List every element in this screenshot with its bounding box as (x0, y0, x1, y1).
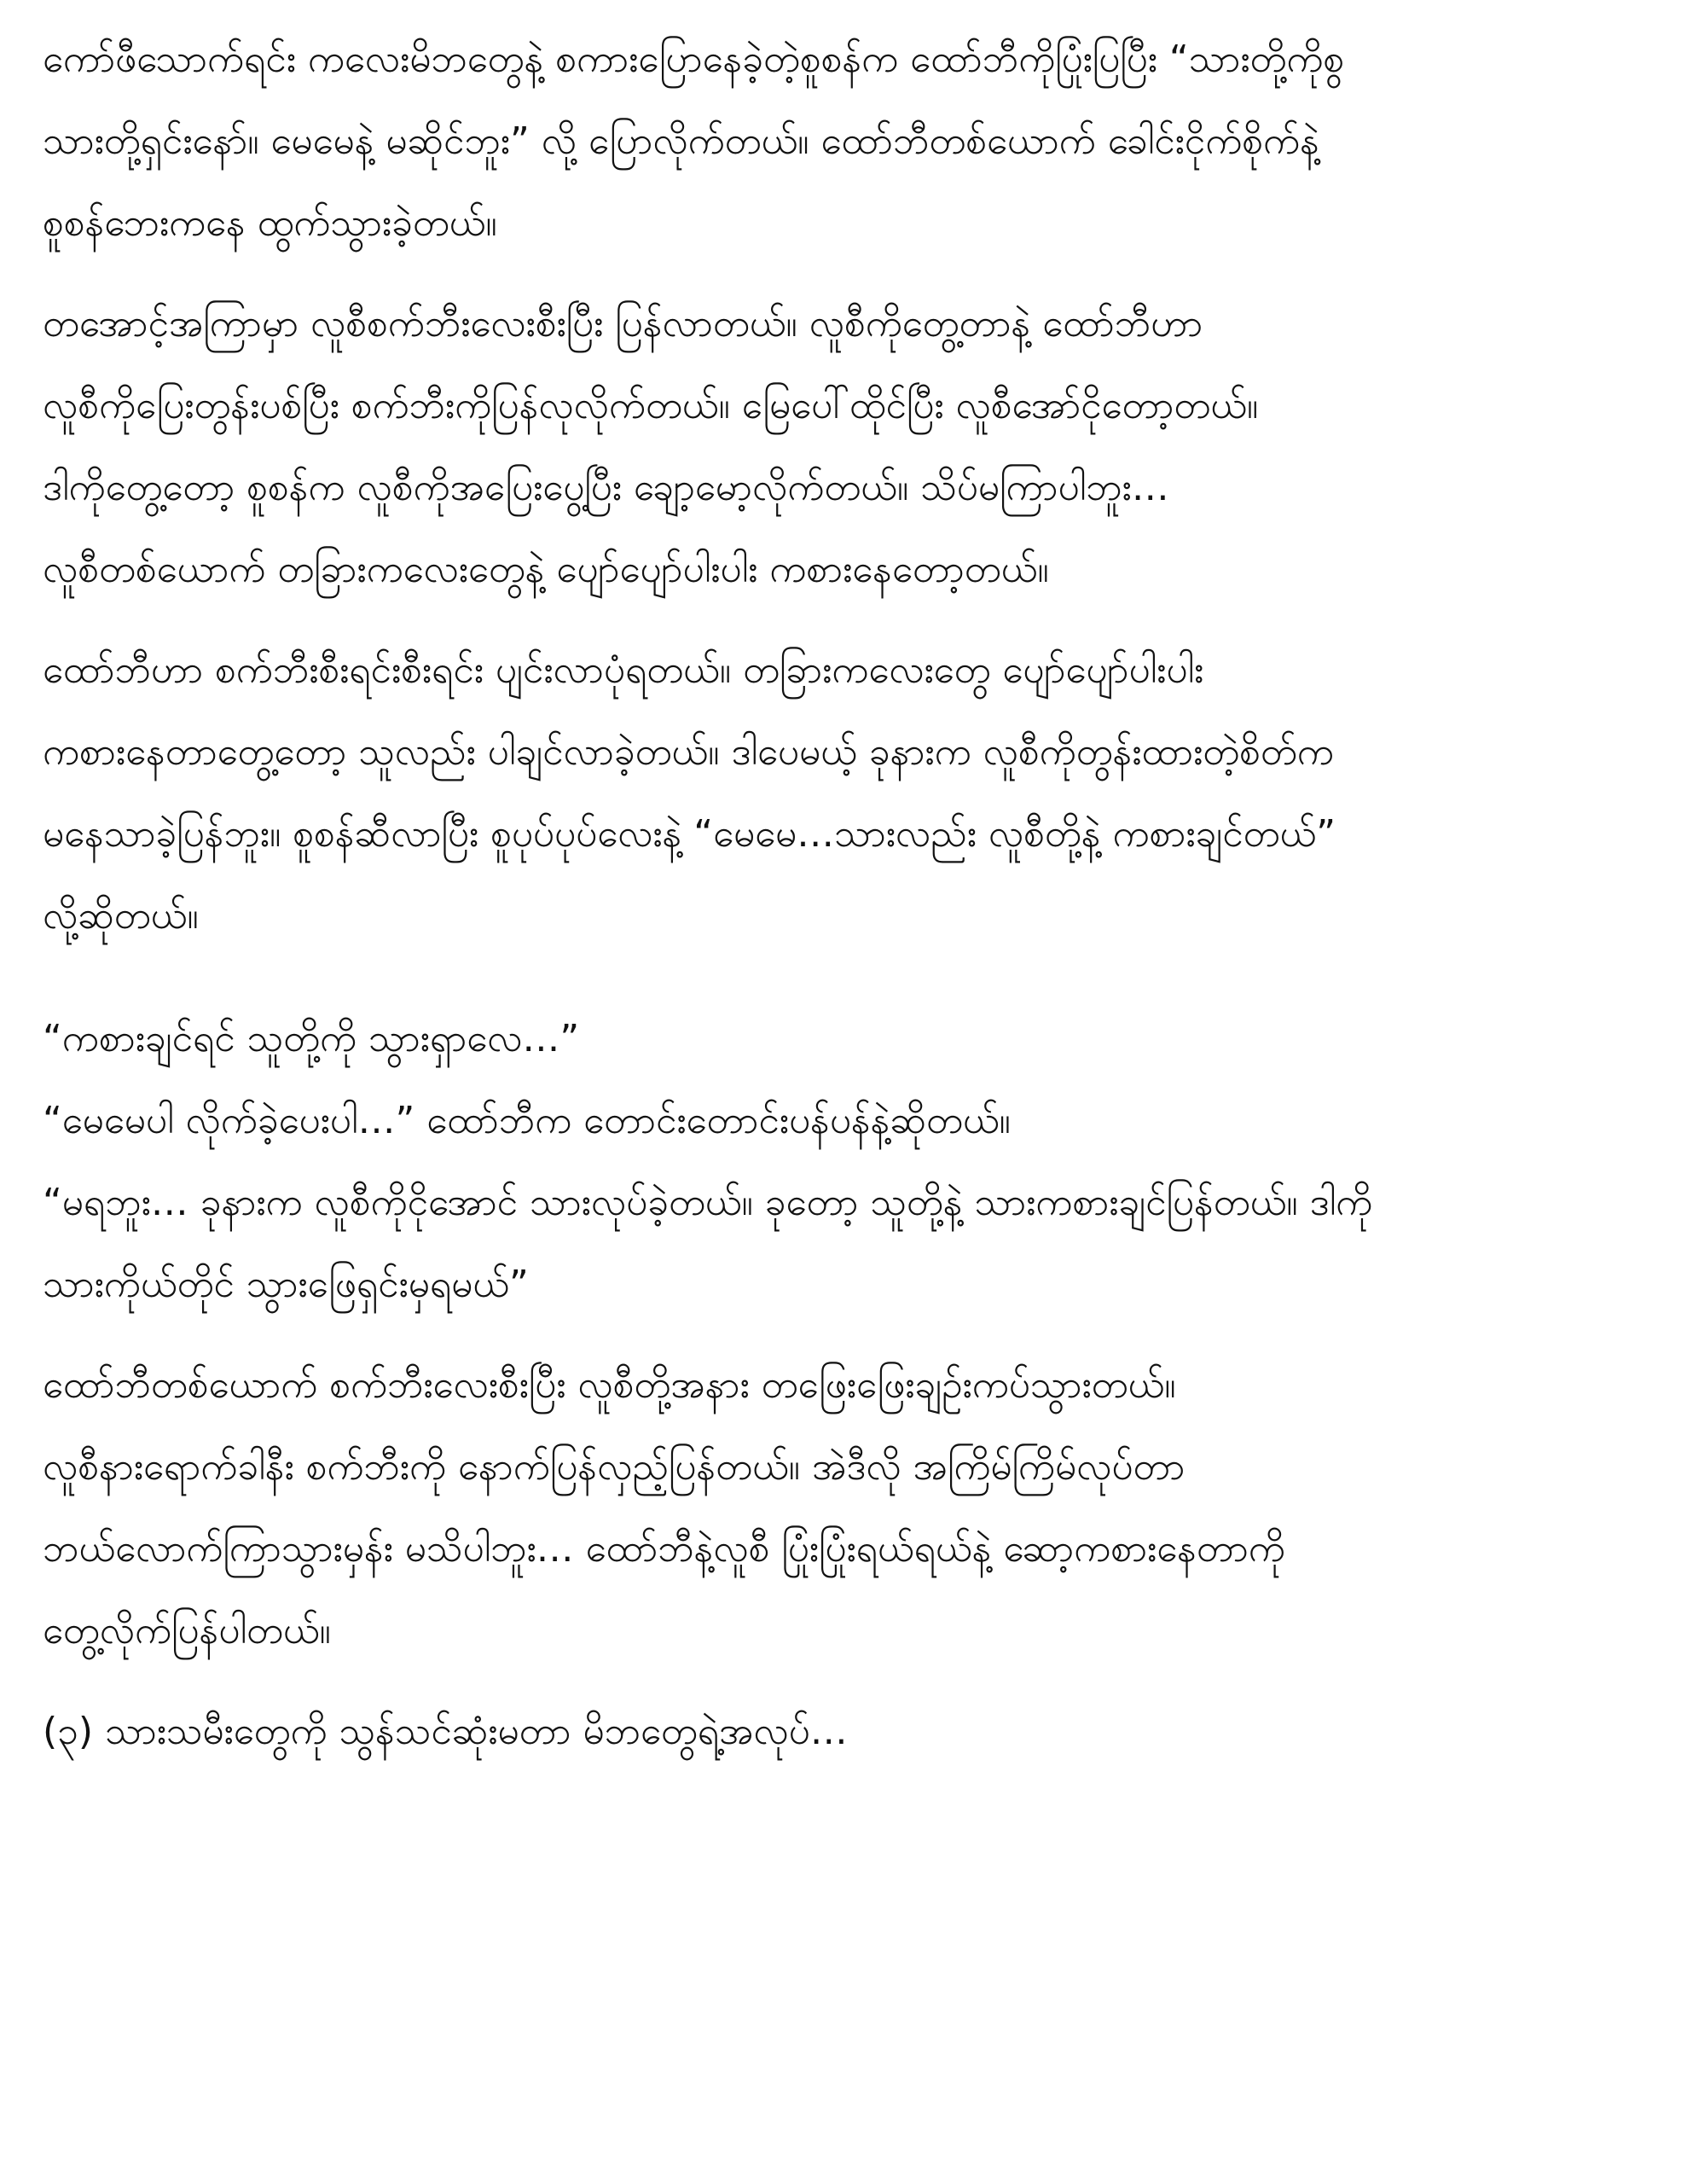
paragraph-gap (43, 264, 1646, 283)
paragraph-2 (43, 283, 1646, 611)
paragraph-line: လူစီတစ်ယောက် တခြားကလေးတွေနဲ့ ပျော်ပျော်ပါးပါး ကစားနေတော့တယ်။ (43, 548, 1049, 591)
paragraph-gap (43, 611, 1646, 630)
paragraph-line: တွေ့လိုက်ပြန်ပါတယ်။ (43, 1609, 331, 1653)
paragraph-line: ဘယ်လောက်ကြာသွားမှန်း မသိပါဘူး… ထော်ဘီနဲ့လူစီ ပြုံးပြုံးရယ်ရယ်နဲ့ ဆော့ကစားနေတာကို (43, 1527, 1285, 1571)
paragraph-gap (43, 957, 1646, 998)
dialogue-block (43, 998, 1646, 1326)
paragraph-line: ကစားနေတာတွေ့တော့ သူလည်း ပါချင်လာခဲ့တယ်။ ဒါပေမယ့် ခုနားက လူစီကိုတွန်းထားတဲ့စိတ်က (43, 730, 1334, 774)
paragraph-line: တအောင့်အကြာမှာ လူစီစက်ဘီးလေးစီးပြီး ပြန်လာတယ်။ လူစီကိုတွေ့တာနဲ့ ထော်ဘီဟာ (43, 302, 1203, 346)
dialogue-line: “မေမေပါ လိုက်ခဲ့ပေးပါ…” ထော်ဘီက တောင်းတောင်းပန်ပန်နဲ့ဆိုတယ်။ (43, 1099, 1011, 1142)
paragraph-1 (43, 19, 1646, 264)
dialogue-line: “ကစားချင်ရင် သူတို့ကို သွားရှာလေ…” (43, 1017, 580, 1060)
paragraph-line: ထော်ဘီတစ်ယောက် စက်ဘီးလေးစီးပြီး လူစီတို့အနား တဖြေးဖြေးချဉ်းကပ်သွားတယ်။ (43, 1363, 1176, 1407)
paragraph-line: သားတို့ရှင်းနော်။ မေမေနဲ့ မဆိုင်ဘူး” လို့ ပြောလိုက်တယ်။ ထော်ဘီတစ်ယောက် ခေါင်းငိုက်စိုက်နဲ့ (43, 119, 1319, 163)
dialogue-line: “မရဘူး… ခုနားက လူစီကိုငိုအောင် သားလုပ်ခဲ့တယ်။ ခုတော့ သူတို့နဲ့ သားကစားချင်ပြန်တယ်။ ဒါကို (43, 1181, 1373, 1224)
paragraph-line: လို့ဆိုတယ်။ (43, 894, 199, 938)
document-page (43, 19, 1646, 1773)
paragraph-line: ဒါကိုတွေ့တော့ စူစန်က လူစီကိုအပြေးပွေ့ပြီး ချော့မော့လိုက်တယ်။ သိပ်မကြာပါဘူး… (43, 466, 1169, 509)
section-heading-line: (၃) သားသမီးတွေကို သွန်သင်ဆုံးမတာ မိဘတွေရဲ့အလုပ်… (43, 1710, 848, 1753)
paragraph-line: စူစန်ဘေးကနေ ထွက်သွားခဲ့တယ်။ (43, 201, 497, 245)
paragraph-line: လူစီကိုပြေးတွန်းပစ်ပြီး စက်ဘီးကိုပြန်လုလိုက်တယ်။ မြေပေါ်ထိုင်ပြီး လူစီအော်ငိုတော့တယ်။ (43, 384, 1259, 427)
paragraph-5 (43, 1345, 1646, 1672)
paragraph-line: မနေသာခဲ့ပြန်ဘူး။ စူစန်ဆီလာပြီး စူပုပ်ပုပ်လေးနဲ့ “မေမေ…သားလည်း လူစီတို့နဲ့ ကစားချင်တယ်” (43, 812, 1336, 856)
dialogue-line: သားကိုယ်တိုင် သွားဖြေရှင်းမှရမယ်” (43, 1263, 529, 1306)
paragraph-line: လူစီနားရောက်ခါနီး စက်ဘီးကို နောက်ပြန်လှည့်ပြန်တယ်။ အဲဒီလို အကြိမ်ကြိမ်လုပ်တာ (43, 1445, 1186, 1489)
paragraph-line: ထော်ဘီဟာ စက်ဘီးစီးရင်းစီးရင်း ပျင်းလာပုံရတယ်။ တခြားကလေးတွေ ပျော်ပျော်ပါးပါး (43, 648, 1204, 692)
paragraph-gap (43, 1672, 1646, 1691)
paragraph-gap (43, 1326, 1646, 1345)
paragraph-3 (43, 630, 1646, 957)
section-heading (43, 1691, 1646, 1773)
paragraph-line: ကော်ဖီသောက်ရင်း ကလေးမိဘတွေနဲ့ စကားပြောနေခဲ့တဲ့စူစန်က ထော်ဘီကိုပြုံးပြပြီး “သားတို့ကိုစွ (43, 38, 1345, 81)
